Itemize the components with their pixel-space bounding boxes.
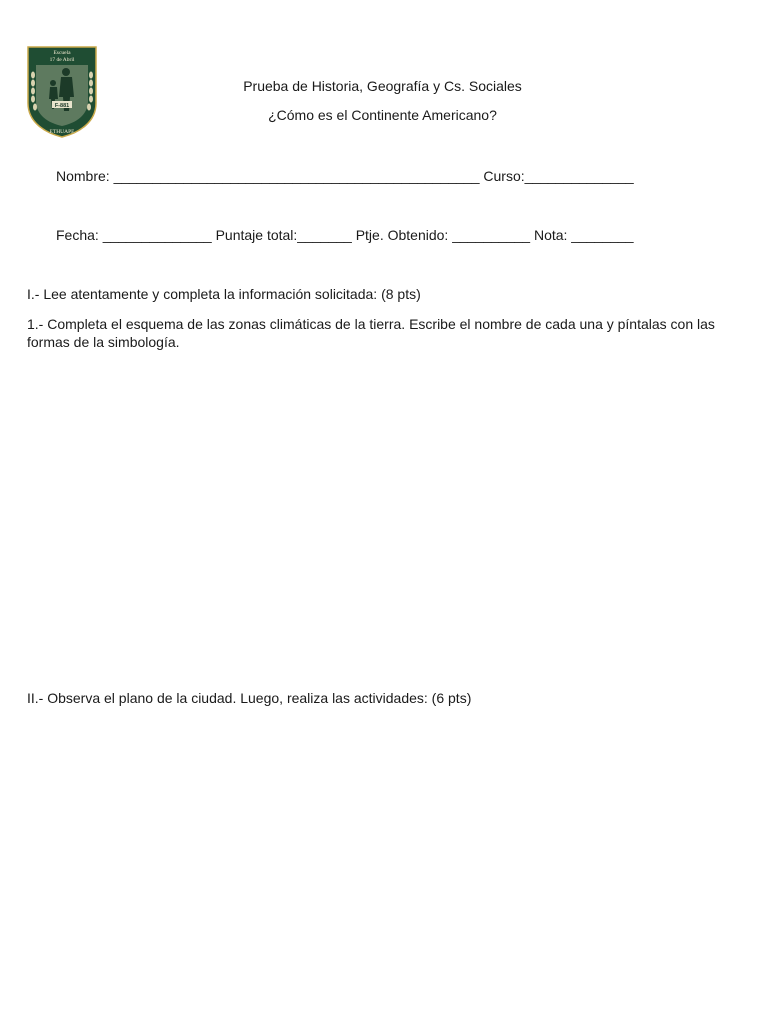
page-subtitle: ¿Cómo es el Continente Americano? [268,107,497,123]
section-two-heading: II.- Observa el plano de la ciudad. Luego, realiza las actividades: (6 pts) [27,690,472,706]
svg-text:F-881: F-881 [54,103,70,109]
svg-text:Escuela: Escuela [53,50,71,56]
section-one-heading: I.- Lee atentamente y completa la información solicitada: (8 pts) [27,286,421,302]
svg-text:17 de Abril: 17 de Abril [49,57,75,63]
section-one-item-1: 1.- Completa el esquema de las zonas climáticas de la tierra. Escribe el nombre de cada una y píntalas con las formas de la simbología. [27,316,715,350]
svg-text:ETHUAPE: ETHUAPE [49,129,75,135]
page-title: Prueba de Historia, Geografía y Cs. Sociales [243,78,522,94]
form-row-name-course: Nombre: _______________________________________________ Curso:______________ [56,168,634,184]
form-row-date-scores: Fecha: ______________ Puntaje total:_______ Ptje. Obtenido: __________ Nota: ________ [56,227,634,243]
